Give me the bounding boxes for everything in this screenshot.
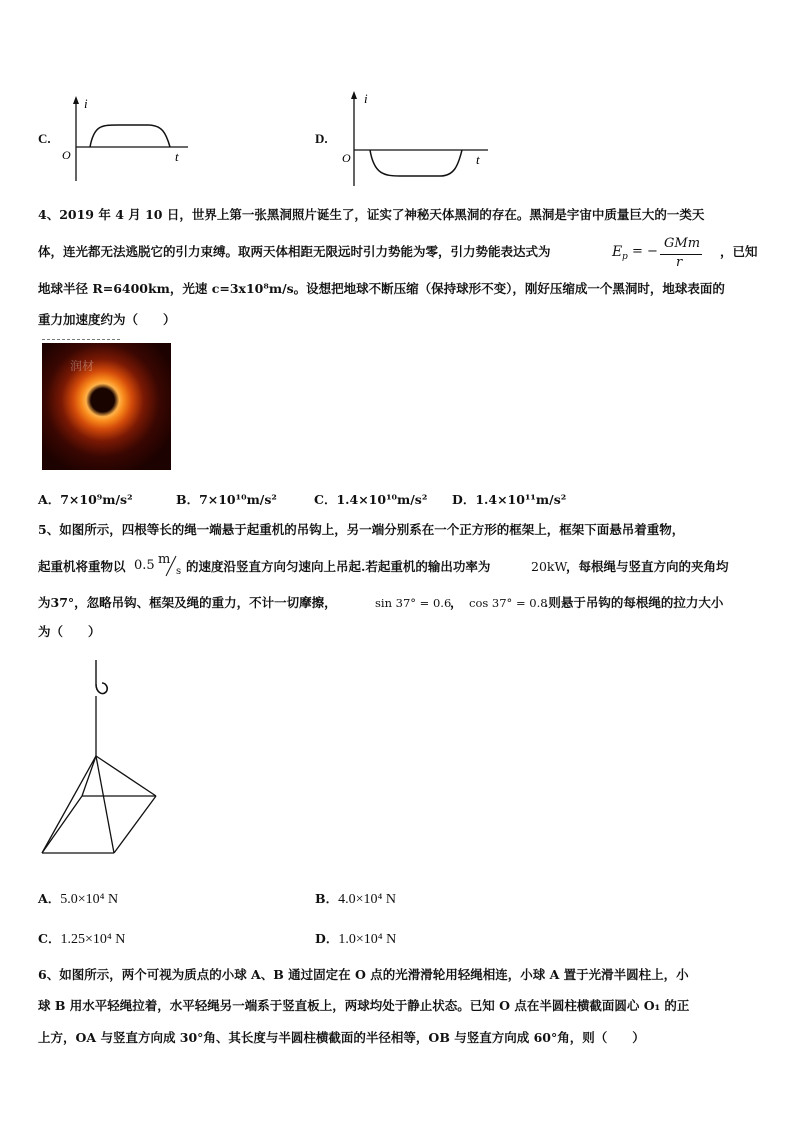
q4-line2b: ，已知 — [720, 244, 758, 259]
formula-denominator: r — [676, 255, 683, 270]
q5-option-d-label: D． — [315, 931, 339, 946]
q5-option-d-value: 1.0×10⁴ N — [338, 932, 397, 947]
black-hole-photo — [42, 343, 171, 470]
q5-option-d[interactable] — [315, 930, 396, 949]
q4-option-c[interactable]: C．1.4×10¹⁰m/s² — [314, 492, 428, 507]
q4-line2a: 体，连光都无法逃脱它的引力束缚。取两天体相距无限远时引力势能为零，引力势能表达式为 — [38, 244, 551, 259]
q5-option-c[interactable] — [38, 930, 125, 949]
graph-d — [338, 90, 498, 190]
speed-unit-m: m — [158, 552, 171, 567]
formula-e: E — [612, 244, 623, 260]
q5-option-a-label: A． — [38, 891, 61, 906]
q4-line1: 4、2019 年 4 月 10 日，世界上第一张黑洞照片诞生了，证实了神秘天体黑洞的存在。黑洞是宇宙中质量巨大的一类天 — [38, 207, 705, 222]
q5-option-a[interactable] — [38, 890, 118, 909]
q5-option-c-value: 1.25×10⁴ N — [60, 932, 126, 947]
speed-unit-s: s — [176, 566, 182, 577]
q5-line4: 为（ ） — [38, 624, 101, 639]
q6-line1: 6、如图所示，两个可视为质点的小球 A、B 通过固定在 O 点的光滑滑轮用轻绳相连，小球 A 置于光滑半圆柱上，小 — [38, 967, 689, 982]
formula-sub-p: p — [622, 252, 628, 262]
q5-line2c: ，每根绳与竖直方向的夹角均 — [566, 559, 729, 574]
axis-t-label: t — [175, 149, 179, 164]
q5-option-b-value: 4.0×10⁴ N — [338, 892, 396, 907]
power-value: 20kW — [531, 559, 568, 574]
origin-label: O — [62, 148, 71, 162]
q5-option-a-value: 5.0×10⁴ N — [60, 892, 119, 907]
option-c-label: C. — [38, 131, 51, 146]
potential-energy-formula — [612, 236, 712, 272]
sin-value: sin 37° = 0.6 — [375, 596, 452, 610]
q4-option-a[interactable]: A．7×10⁹m/s² — [38, 492, 133, 507]
q5-option-b-label: B． — [315, 891, 339, 906]
graph-c — [58, 95, 198, 185]
q6-line3: 上方，OA 与竖直方向成 30°角、其长度与半圆柱横截面的半径相等，OB 与竖直方向成 60°角，则（ ） — [38, 1030, 645, 1045]
q4-line4: 重力加速度约为（ ） — [38, 312, 176, 327]
cos-value: cos 37° = 0.8 — [469, 596, 548, 610]
watermark-text: 润材 — [70, 359, 95, 373]
image-dashed-top — [42, 339, 120, 340]
q5-line2b: 的速度沿竖直方向匀速向上吊起.若起重机的输出功率为 — [186, 559, 491, 574]
q5-line3a: 为37°，忽略吊钩、框架及绳的重力，不计一切摩擦， — [38, 595, 337, 610]
origin-label: O — [342, 151, 351, 165]
axis-i-label: i — [364, 91, 368, 106]
formula-numerator: GMm — [664, 236, 701, 251]
q4-line3: 地球半径 R=6400km，光速 c=3x10⁸m/s。设想把地球不断压缩（保持球形不变），刚好压缩成一个黑洞时，地球表面的 — [38, 281, 725, 296]
q5-option-b[interactable] — [315, 890, 396, 909]
speed-number: 0.5 — [134, 558, 155, 573]
q5-option-c-label: C． — [38, 931, 61, 946]
option-d-label: D. — [315, 131, 328, 146]
axis-i-label: i — [84, 96, 88, 111]
speed-value — [134, 552, 184, 582]
q5-line1: 5、如图所示，四根等长的绳一端悬于起重机的吊钩上，另一端分别系在一个正方形的框架上，框架下面悬吊着重物， — [38, 522, 685, 537]
q4-option-b[interactable]: B．7×10¹⁰m/s² — [176, 492, 277, 507]
formula-eq: = − — [632, 244, 658, 259]
crane-hook-frame-diagram — [36, 656, 166, 861]
q6-line2: 球 B 用水平轻绳拉着，水平轻绳另一端系于竖直板上，两球均处于静止状态。已知 O 点在半圆柱横截面圆心 O₁ 的正 — [38, 998, 690, 1013]
q4-option-d[interactable]: D．1.4×10¹¹m/s² — [452, 492, 567, 507]
q5-line3b: ， — [450, 595, 463, 610]
q5-line3c: .则悬于吊钩的每根绳的拉力大小 — [544, 595, 724, 610]
q5-line2a: 起重机将重物以 — [38, 559, 126, 574]
axis-t-label: t — [476, 152, 480, 167]
